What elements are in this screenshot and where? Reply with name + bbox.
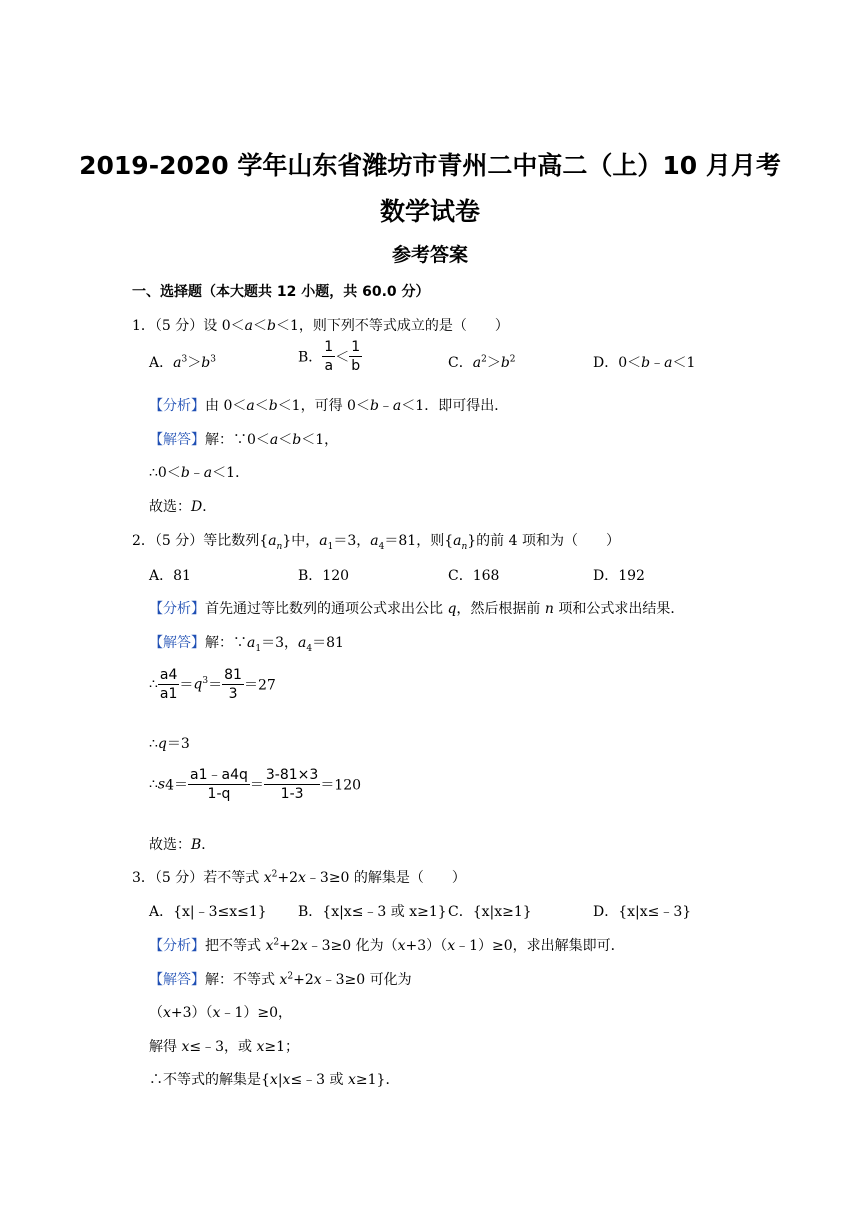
analysis-2: 【分析】首先通过等比数列的通项公式求出公比 q，然后根据前 n 项和公式求出结果． (149, 601, 685, 617)
solution-tag: 【解答】 (149, 972, 205, 988)
solution-2-sum: ∴s4＝ $\frac{a1﹣a4q}{1-q}$ ＝ $\frac{3-81\times 3}{1-3}$ ＝120 (149, 767, 362, 802)
solution-tag: 【解答】 (149, 432, 205, 448)
answer-2: 故选：B． (149, 837, 216, 853)
solution-1: 【解答】解：∵0＜a＜b＜1， (149, 432, 339, 448)
question-2-stem: 2．（5 分）等比数列$\{a_n\}$中，$a_1=3$，$a_4=81$，则$\{a_n\}$的前 4 项和为（ ） (132, 533, 620, 552)
solution-tag: 【解答】 (149, 635, 205, 651)
analysis-1: 【分析】由 0＜a＜b＜1，可得 0＜b﹣a＜1．即可得出． (149, 398, 509, 414)
analysis-tag: 【分析】 (149, 601, 205, 617)
fraction: $\frac{1}{a}$ (324, 339, 334, 374)
solution-3-line2: （x+3）（x﹣1）≥0， (149, 1005, 292, 1021)
fraction: $\frac{1}{b}$ (351, 339, 361, 374)
option-d: D．192 (593, 568, 645, 584)
question-number: 3．（5 分） (132, 870, 204, 886)
option-a: A．81 (149, 568, 191, 584)
question-number: 2．（5 分） (132, 533, 204, 549)
analysis-3: 【分析】把不等式 $x^2+2x﹣3\ge 0$ 化为（x+3）（x﹣1）≥0，求出解集即可． (149, 937, 625, 954)
solution-3-line3: 解得 x≤﹣3，或 x≥1； (149, 1039, 299, 1055)
solution-1-line2: ∴0＜b﹣a＜1． (149, 465, 250, 481)
solution-2-ratio: ∴ $\frac{a4}{a1}$ $=q^3=$ $\frac{81}{3}$ ＝27 (149, 667, 276, 702)
question-3-stem: 3．（5 分）若不等式 $x^2+2x﹣3\ge 0$ 的解集是（ ） (132, 869, 466, 886)
option-d: D．{x|x≤﹣3} (593, 904, 692, 920)
fraction: $\frac{a1﹣a4q}{1-q}$ (190, 767, 248, 802)
solution-2-q: ∴q＝3 (149, 736, 190, 752)
option-c: C．$a^2>b^2$ (448, 354, 516, 371)
fraction: $\frac{3-81\times 3}{1-3}$ (265, 767, 319, 802)
solution-3: 【解答】解：不等式 $x^2+2x﹣3\ge 0$ 可化为 (149, 971, 412, 988)
analysis-tag: 【分析】 (149, 398, 205, 414)
analysis-tag: 【分析】 (149, 938, 205, 954)
answer-1: 故选：D． (149, 499, 217, 515)
option-a: A．$a^3>b^3$ (149, 354, 216, 371)
option-b: B． $\frac{1}{a}$ ＜ $\frac{1}{b}$ (298, 339, 361, 374)
solution-3-line4: ∴不等式的解集是{x|x≤﹣3 或 x≥1}． (149, 1072, 400, 1088)
fraction: $\frac{81}{3}$ (224, 667, 242, 702)
solution-2: 【解答】解：$\because a_1=3$，$a_4=81$ (149, 635, 344, 654)
page-title-line2: 数学试卷 (379, 197, 480, 226)
question-1-stem: 1．（5 分）设 0＜a＜b＜1，则下列不等式成立的是（ ） (132, 318, 509, 334)
fraction: $\frac{a4}{a1}$ (159, 667, 178, 702)
page-subtitle: 参考答案 (391, 244, 468, 266)
question-number: 1．（5 分） (132, 318, 204, 334)
option-a: A．{x|﹣3≤x≤1} (149, 904, 267, 920)
section-heading: 一、选择题（本大题共 12 小题，共 60.0 分） (132, 284, 430, 300)
option-c: C．168 (448, 568, 500, 584)
option-b: B．120 (298, 568, 350, 584)
option-d: D．0＜b﹣a＜1 (593, 355, 696, 371)
option-b: B．{x|x≤﹣3 或 x≥1} (298, 904, 447, 920)
page-title: 2019-2020 学年山东省潍坊市青州二中高二（上）10 月月考 (79, 151, 781, 180)
option-c: C．{x|x≥1} (448, 904, 532, 920)
